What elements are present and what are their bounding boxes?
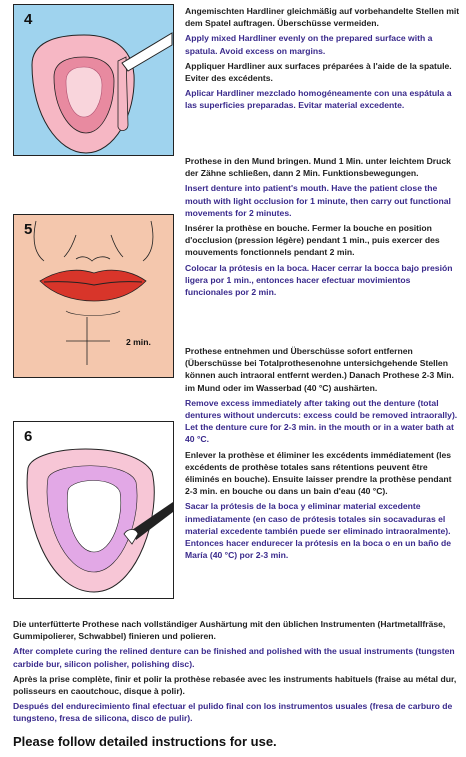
instruction-es: Aplicar Hardliner mezclado homogéneamente con una espátula a las superficies preparadas. Evitar material excedente. bbox=[185, 88, 452, 111]
footer-note: Please follow detailed instructions for use. bbox=[13, 734, 277, 749]
denture-trimming-drawing bbox=[14, 422, 173, 598]
instruction-fr: Enlever la prothèse et éliminer les excédents immédiatement (les excédents de prothèse totales sans rétentions peuvent être éliminés en bouche). Ensuite laisser prendre la prothèse pendant 2-3 min. en bouche ou dans un bain d'eau (40 °C). bbox=[185, 449, 452, 497]
step-4-instructions bbox=[185, 5, 460, 115]
final-es: Después del endurecimiento final efectuar el pulido final con los instrumentos usuales (fresa de carburo de tungsteno, fresa de silicona, disco de pulir). bbox=[13, 701, 453, 724]
mouth-closing-drawing bbox=[14, 215, 173, 377]
instruction-de: Angemischten Hardliner gleichmäßig auf vorbehandelte Stellen mit dem Spatel auftragen. Überschüsse vermeiden. bbox=[185, 6, 460, 29]
step-6-illustration bbox=[13, 421, 174, 599]
step-4-illustration bbox=[13, 4, 174, 156]
instruction-en: Apply mixed Hardliner evenly on the prepared surface with a spatula. Avoid excess on margins. bbox=[185, 33, 433, 56]
final-de: Die unterfütterte Prothese nach vollständiger Aushärtung mit den üblichen Instrumenten (Hartmetallfräse, Gummipolierer, Schwabbel) finieren und polieren. bbox=[13, 619, 446, 642]
instruction-fr: Insérer la prothèse en bouche. Fermer la bouche en position d'occlusion (pression légère) pendant 1 min., puis exercer des mouvements fonctionnels pendant 2 min. bbox=[185, 223, 440, 258]
instruction-en: Insert denture into patient's mouth. Have the patient close the mouth with light occlusion for 1 minute, then carry out functional movements for 2 minutes. bbox=[185, 183, 451, 218]
step-number: 4 bbox=[24, 11, 33, 28]
step-number: 6 bbox=[24, 428, 33, 445]
instruction-es: Sacar la prótesis de la boca y eliminar material excedente inmediatamente (en caso de prótesis totales sin socavaduras el material excedente también puede ser eliminado intraoralmente). Entonces hacer endurecer la prótesis en la boca o en un baño de María (40 °C) por 2-3 min. bbox=[185, 501, 452, 561]
instruction-de: Prothese entnehmen und Überschüsse sofort entfernen (Überschüsse bei Totalprothesenohne untersichgehende Stellen können auch intraoral entfernt werden.) Danach Prothese 2-3 Min. im Mund oder im Wasserbad (40 °C) aushärten. bbox=[185, 346, 454, 393]
instruction-de: Prothese in den Mund bringen. Mund 1 Min. unter leichtem Druck der Zähne schließen, dann 2 Min. Funktionsbewegungen. bbox=[185, 156, 451, 179]
instruction-en: Remove excess immediately after taking out the denture (total dentures without undercuts: excess could be removed intraorally). Let the denture cure for 2-3 min. in the mouth or in a water bath at 40 °C. bbox=[185, 397, 458, 445]
final-en: After complete curing the relined denture can be finished and polished with the usual instruments (tungsten carbide bur, silicon polisher, polishing disc). bbox=[13, 646, 455, 669]
step-number: 5 bbox=[24, 221, 33, 238]
step-5-instructions bbox=[185, 155, 460, 301]
final-fr: Après la prise complète, finir et polir la prothèse rebasée avec les instruments habituels (fraise au métal dur, polisseurs en caoutchouc, disque à polir). bbox=[13, 673, 457, 697]
final-instructions bbox=[13, 618, 461, 728]
step-6-instructions bbox=[185, 345, 460, 564]
time-label: 2 min. bbox=[126, 337, 151, 347]
step-5-illustration bbox=[13, 214, 174, 378]
instruction-fr: Appliquer Hardliner aux surfaces préparées à l'aide de la spatule. Eviter des excédents. bbox=[185, 60, 452, 84]
instruction-es: Colocar la prótesis en la boca. Hacer cerrar la bocca bajo presión ligera por 1 min., entonces hacer efectuar movimientos funcionales por 2 min. bbox=[185, 262, 453, 298]
denture-spatula-drawing bbox=[14, 5, 173, 155]
